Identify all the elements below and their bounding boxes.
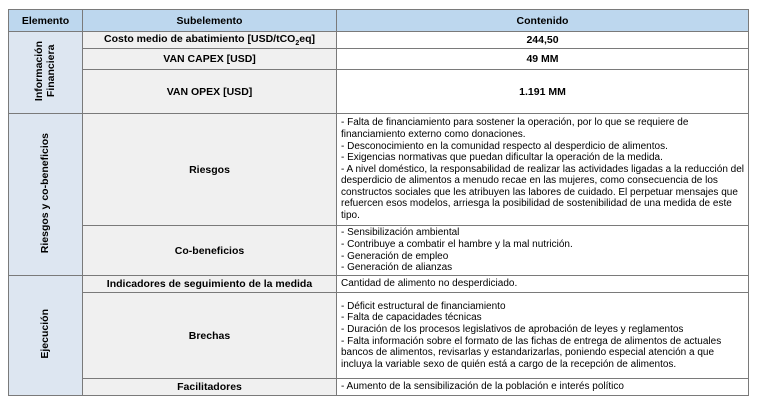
subelement-riesgos: Riesgos bbox=[83, 114, 337, 226]
content-riesgos bbox=[337, 114, 749, 226]
list-item: - Sensibilización ambiental bbox=[341, 227, 460, 239]
list-item: - Duración de los procesos legislativos de aprobación de leyes y reglamentos bbox=[341, 323, 684, 335]
table-row bbox=[9, 49, 749, 70]
table-row bbox=[9, 276, 749, 293]
subelement-van-opex: VAN OPEX [USD] bbox=[83, 70, 337, 114]
subelement-cobeneficios: Co-beneficios bbox=[83, 226, 337, 276]
subelement-costo-abatimiento: Costo medio de abatimiento [USD/tCO$_2$eq] bbox=[83, 32, 337, 49]
list-item: - Aumento de la sensibilización de la población e interés político bbox=[341, 381, 624, 393]
subelement-van-capex: VAN CAPEX [USD] bbox=[83, 49, 337, 70]
group-label-ejecucion: Ejecución bbox=[9, 276, 83, 396]
header-elemento: Elemento bbox=[9, 10, 83, 32]
content-van-opex: 1.191 MM bbox=[337, 70, 749, 114]
group-label-line: Información bbox=[33, 40, 46, 102]
group-label-riesgos: Riesgos y co-beneficios bbox=[9, 114, 83, 276]
list-item: - Falta de capacidades técnicas bbox=[341, 312, 482, 324]
content-indicadores bbox=[337, 276, 749, 293]
list-item: - A nivel doméstico, la responsabilidad de realizar las actividades ligadas a la reducción del desperdicio de alimentos a menudo recae en las mujeres, como consecuencia de los constructos sociales que les atribuyen las labores de cuidado. El perpetuar mensajes que refuercen esos modelos, arriesga la posibilidad de sostenibilidad de una medida de este tipo. bbox=[341, 163, 745, 222]
subelement-indicadores: Indicadores de seguimiento de la medida bbox=[83, 276, 337, 293]
table-row bbox=[9, 293, 749, 379]
table-row bbox=[9, 226, 749, 276]
header-contenido: Contenido bbox=[337, 10, 749, 32]
header-row bbox=[9, 10, 749, 32]
content-brechas bbox=[337, 293, 749, 379]
subelement-facilitadores: Facilitadores bbox=[83, 379, 337, 396]
group-label-financiera bbox=[9, 32, 83, 114]
list-item: - Desconocimiento en la comunidad respecto al desperdicio de alimentos. bbox=[341, 140, 668, 152]
table-row bbox=[9, 114, 749, 226]
table-row bbox=[9, 70, 749, 114]
list-item: Cantidad de alimento no desperdiciado. bbox=[341, 278, 518, 290]
content-costo-abatimiento: 244,50 bbox=[337, 32, 749, 49]
list-item: - Generación de empleo bbox=[341, 250, 449, 262]
subelement-brechas: Brechas bbox=[83, 293, 337, 379]
list-item: - Contribuye a combatir el hambre y la mal nutrición. bbox=[341, 238, 573, 250]
content-cobeneficios bbox=[337, 226, 749, 276]
list-item: - Falta información sobre el formato de las fichas de entrega de alimentos de actuales bancos de alimentos, revisarlas y estandarizarlas, poniendo especial atención a que incluya la variable sexo de quién está a cargo de la recepción de alimentos. bbox=[341, 335, 722, 370]
list-item: - Generación de alianzas bbox=[341, 262, 453, 274]
table-row bbox=[9, 379, 749, 396]
content-van-capex: 49 MM bbox=[337, 49, 749, 70]
measure-table bbox=[8, 9, 749, 396]
content-facilitadores bbox=[337, 379, 749, 396]
list-item: - Déficit estructural de financiamiento bbox=[341, 300, 506, 312]
header-subelemento: Subelemento bbox=[83, 10, 337, 32]
list-item: - Falta de financiamiento para sostener la operación, por lo que se requiere de financiamiento externo como donaciones. bbox=[341, 117, 689, 140]
table-row bbox=[9, 32, 749, 49]
group-label-line: Financiera bbox=[45, 44, 58, 98]
list-item: - Exigencias normativas que puedan dificultar la operación de la medida. bbox=[341, 152, 663, 164]
